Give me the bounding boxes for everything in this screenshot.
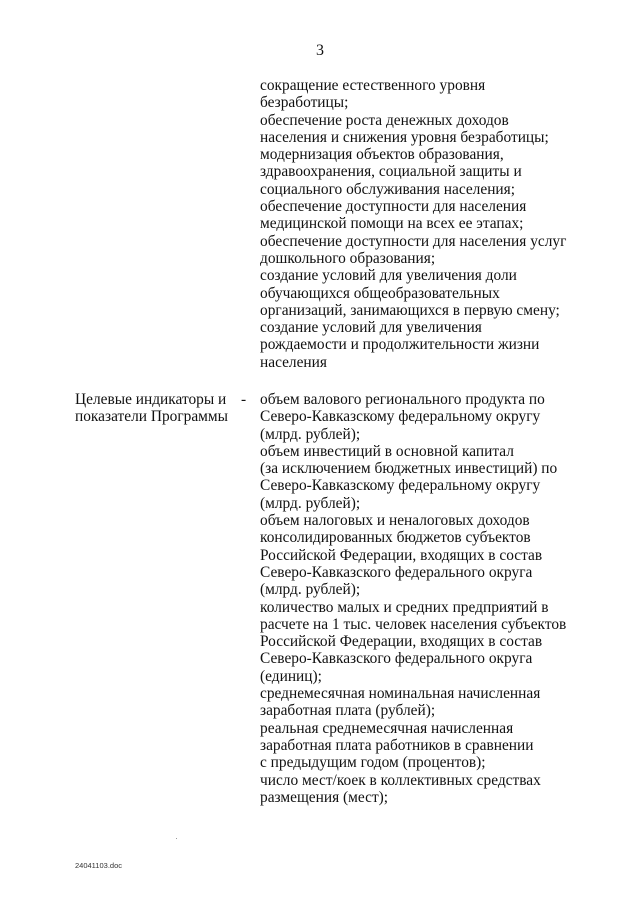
indicator-line: количество малых и средних предприятий в	[260, 598, 549, 616]
text-line: сокращение естественного уровня	[260, 77, 486, 94]
text-line: организаций, занимающихся в первую смену;	[260, 301, 560, 319]
text-line: обеспечение доступности для населения	[260, 198, 527, 216]
indicator-line: Северо-Кавказского федерального округа	[260, 563, 533, 581]
text-line: модернизация объектов образования,	[260, 146, 504, 164]
label-line: показатели Программы	[75, 408, 229, 426]
indicator-line: объем налоговых и неналоговых доходов	[260, 512, 530, 530]
text-line: населения	[260, 353, 327, 371]
indicator-line: реальная среднемесячная начисленная	[260, 719, 514, 737]
text-line: создание условий для увеличения доли	[260, 267, 517, 285]
indicator-line: с предыдущим годом (процентов);	[260, 754, 486, 772]
label-line: Целевые индикаторы и	[75, 391, 227, 408]
section-dash: -	[241, 391, 247, 408]
indicator-line: Северо-Кавказскому федеральному округу	[260, 477, 541, 495]
indicator-line: (млрд. рублей);	[260, 425, 361, 443]
text-line: рождаемости и продолжительности жизни	[260, 336, 540, 354]
indicator-line: (единиц);	[260, 667, 322, 685]
indicator-line: Российской Федерации, входящих в состав	[260, 633, 543, 651]
indicator-line: Северо-Кавказского федерального округа	[260, 650, 533, 668]
text-line: безработицы;	[260, 94, 349, 112]
indicator-line: (млрд. рублей);	[260, 581, 361, 599]
indicator-line: заработная плата (рублей);	[260, 702, 436, 720]
indicator-line: среднемесячная номинальная начисленная	[260, 685, 541, 703]
text-line: обеспечение доступности для населения услуг	[260, 232, 567, 250]
text-line: обучающихся общеобразовательных	[260, 284, 500, 302]
text-line: населения и снижения уровня безработицы;	[260, 128, 549, 146]
indicators-block	[260, 391, 590, 806]
indicator-line: Северо-Кавказскому федеральному округу	[260, 408, 541, 426]
text-line: обеспечение роста денежных доходов	[260, 111, 509, 129]
indicator-line: размещения (мест);	[260, 788, 389, 806]
indicator-line: заработная плата работников в сравнении	[260, 736, 534, 754]
text-line: здравоохранения, социальной защиты и	[260, 163, 522, 181]
indicator-line: Российской Федерации, входящих в состав	[260, 546, 543, 564]
indicator-line: (млрд. рублей);	[260, 494, 361, 512]
indicator-line: объем валового регионального продукта по	[260, 391, 545, 408]
scan-speck	[176, 838, 177, 839]
indicator-line: консолидированных бюджетов субъектов	[260, 529, 531, 547]
footer-filename: 24041103.doc	[75, 861, 122, 870]
page-number: 3	[316, 42, 324, 59]
indicator-line: расчете на 1 тыс. человек населения субъектов	[260, 615, 567, 633]
indicator-line: число мест/коек в коллективных средствах	[260, 771, 541, 789]
indicator-line: объем инвестиций в основной капитал	[260, 442, 514, 460]
text-line: медицинской помощи на всех ее этапах;	[260, 215, 524, 233]
indicator-line: (за исключением бюджетных инвестиций) по	[260, 460, 558, 478]
text-line: социального обслуживания населения;	[260, 180, 516, 198]
text-line: создание условий для увеличения	[260, 319, 482, 337]
continued-items-block	[260, 77, 590, 371]
section-label	[75, 391, 245, 426]
text-line: дошкольного образования;	[260, 249, 436, 267]
